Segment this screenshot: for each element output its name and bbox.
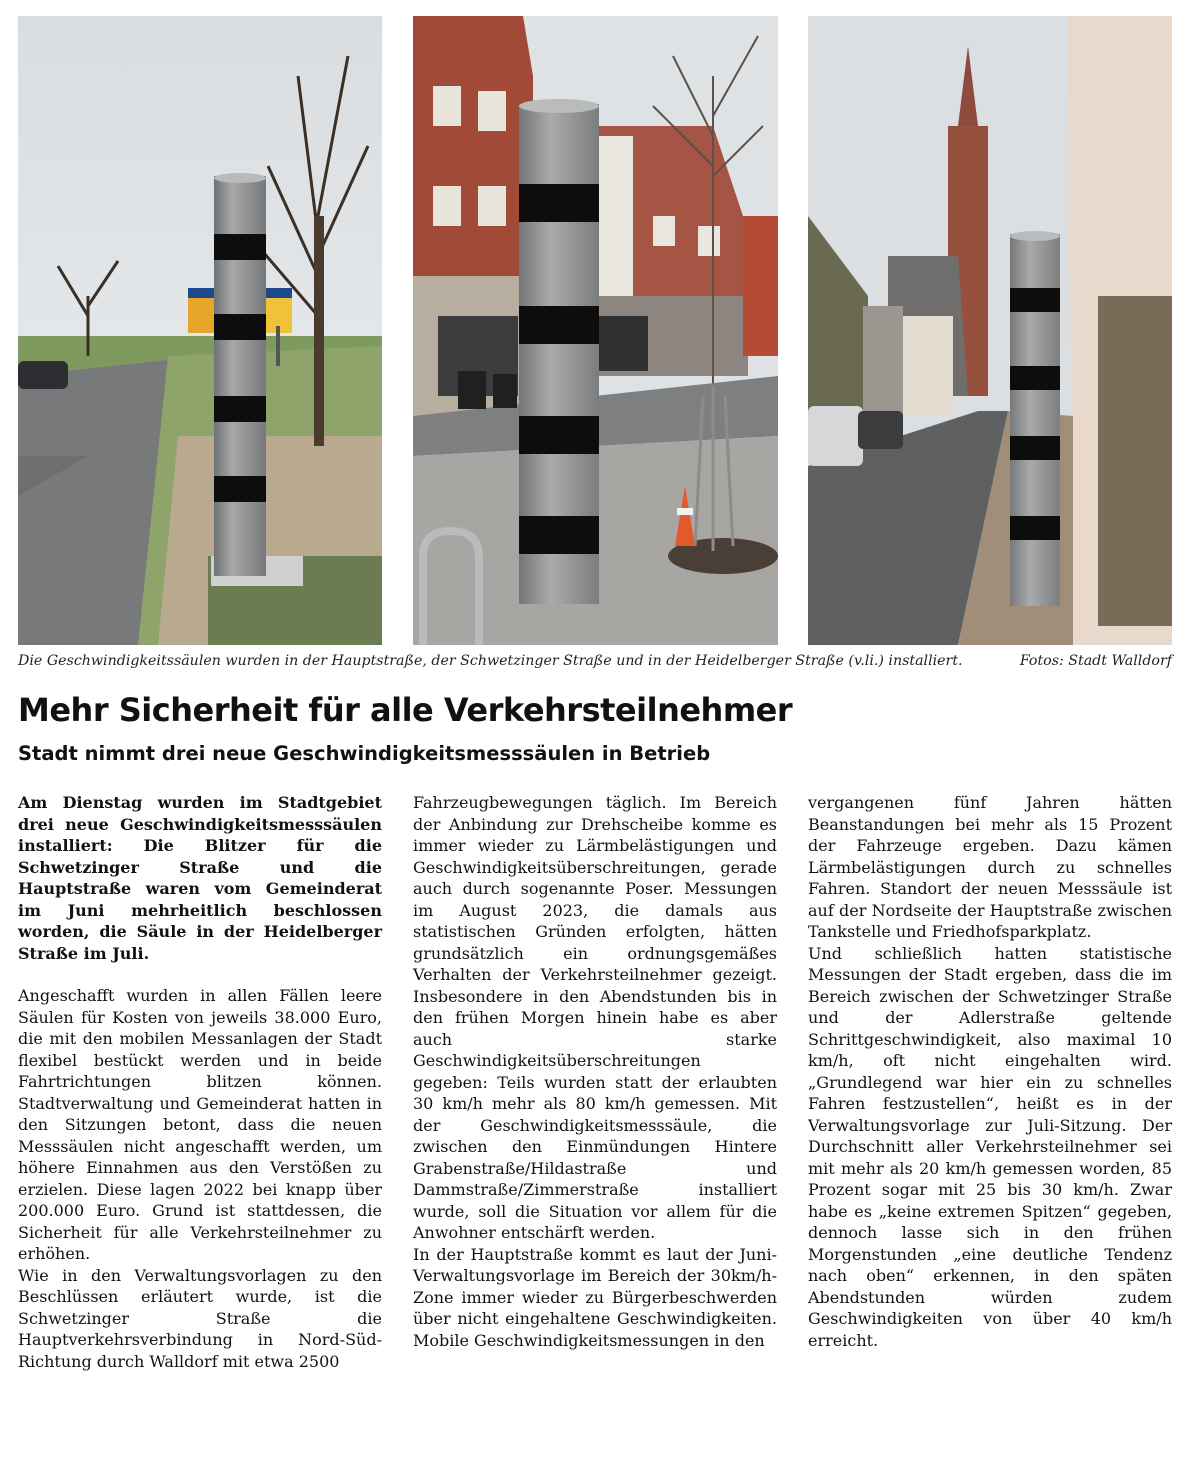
photo-hauptstrasse — [18, 16, 382, 645]
body-paragraph: Und schließlich hatten statistische Messungen der Stadt ergeben, dass die im Bereich zwischen der Schwetzinger Straße und der Adlerstraße geltende Schrittgeschwindigkeit, also maximal 10 km/h, oft nicht eingehalten wird. „Grundlegend war hier ein zu schnelles Fahren festzustellen“, heißt es in der Verwaltungsvorlage zur Juli-Sitzung. Der Durchschnitt aller Verkehrsteilnehmer sei mit mehr als 20 km/h gemessen worden, 85 Prozent sogar mit 25 bis 30 km/h. Zwar habe es „keine extremen Spitzen“ gegeben, dennoch lasse sich in den frühen Morgenstunden „eine deutliche Tendenz nach oben“ erkennen, in den späten Abendstunden würden zudem Geschwindigkeiten von über 40 km/h erreicht. — [808, 943, 1172, 1350]
body-paragraph: Angeschafft wurden in allen Fällen leere Säulen für Kosten von jeweils 38.000 Euro, die mit den mobilen Messanlagen der Stadt flexibel bestückt werden und in beide Fahrtrichtungen blitzen können. Stadtverwaltung und Gemeinderat hatten in den Sitzungen betont, dass die neuen Messsäulen nicht angeschafft werden, um höhere Einnahmen aus den Verstößen zu erzielen. Diese lagen 2022 bei knapp über 200.000 Euro. Grund ist stattdessen, die Sicherheit für alle Verkehrsteilnehmer zu erhöhen. — [18, 986, 382, 1263]
article-column-3 — [808, 792, 1172, 1351]
article-column-2 — [413, 792, 777, 1351]
subheadline: Stadt nimmt drei neue Geschwindigkeitsmesssäulen in Betrieb — [18, 742, 711, 765]
photo-schwetzinger-strasse — [413, 16, 778, 645]
lead-paragraph: Am Dienstag wurden im Stadtgebiet drei neue Geschwindigkeitsmesssäulen installiert: Die Blitzer für die Schwetzinger Straße und die Hauptstraße waren vom Gemeinderat im Juni mehrheitlich beschlossen worden, die Säule in der Heidelberger Straße im Juli. — [18, 793, 382, 963]
article-column-1 — [18, 792, 382, 1372]
body-paragraph: Fahrzeugbewegungen täglich. Im Bereich der Anbindung zur Drehscheibe komme es immer wieder zu Lärmbelästigungen und Geschwindigkeitsüberschreitungen, gerade auch durch sogenannte Poser. Messungen im August 2023, die damals aus statistischen Gründen erfolgten, hätten grundsätzlich ein ordnungsgemäßes Verhalten der Verkehrsteilnehmer gezeigt. Insbesondere in den Abendstunden bis in den frühen Morgen hinein habe es aber auch starke Geschwindigkeitsüberschreitungen gegeben: Teils wurden statt der erlaubten 30 km/h mehr als 80 km/h gemessen. Mit der Geschwindigkeitsmesssäule, die zwischen den Einmündungen Hintere Grabenstraße/Hildastraße und Dammstraße/Zimmerstraße installiert wurde, soll die Situation vor allem für die Anwohner entschärft werden. — [413, 793, 777, 1242]
photo-heidelberger-strasse — [808, 16, 1172, 645]
body-paragraph: vergangenen fünf Jahren hätten Beanstandungen bei mehr als 15 Prozent der Fahrzeuge ergeben. Dazu kämen Lärmbelästigungen durch zu schnelles Fahren. Standort der neuen Messsäule ist auf der Nordseite der Hauptstraße zwischen Tankstelle und Friedhofsparkplatz. — [808, 793, 1172, 941]
photo-caption — [18, 651, 1178, 671]
body-paragraph: Wie in den Verwaltungsvorlagen zu den Beschlüssen erläutert wurde, ist die Schwetzinger Straße die Hauptverkehrsverbindung in Nord-Süd-Richtung durch Walldorf mit etwa 2500 — [18, 1265, 382, 1371]
headline: Mehr Sicherheit für alle Verkehrsteilnehmer — [18, 691, 793, 729]
caption-text: Die Geschwindigkeitssäulen wurden in der Hauptstraße, der Schwetzinger Straße und in der Heidelberger Straße (v.li.) installiert. — [18, 653, 963, 669]
body-paragraph: In der Hauptstraße kommt es laut der Juni-Verwaltungsvorlage im Bereich der 30km/h-Zone immer wieder zu Bürgerbeschwerden über nicht eingehaltene Geschwindigkeiten. Mobile Geschwindigkeitsmessungen in den — [413, 1244, 777, 1350]
photo-credit: Fotos: Stadt Walldorf — [1019, 653, 1172, 669]
